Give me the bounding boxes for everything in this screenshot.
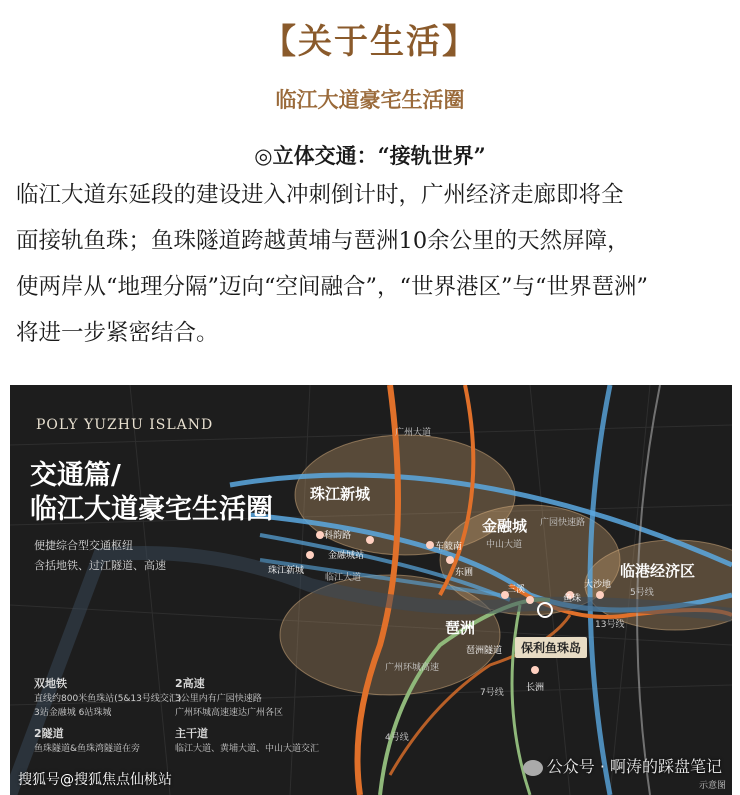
station-label: 科韵路 — [324, 531, 352, 541]
station-label: 长洲 — [526, 683, 545, 693]
station-label: 珠江新城 — [268, 566, 305, 576]
project-badge: 保利鱼珠岛 — [515, 637, 587, 658]
map-brand: POLY YUZHU ISLAND — [36, 417, 214, 433]
map-note: 示意图 — [698, 781, 726, 791]
transport-map — [10, 385, 732, 795]
road-label: 广园快速路 — [540, 518, 586, 528]
zone-label: 珠江新城 — [310, 485, 371, 503]
legend-highway-text: 3公里内有广园快速路 — [175, 694, 262, 704]
watermark-left: 搜狐号@搜狐焦点仙桃站 — [18, 772, 172, 788]
station-label: 金融城站 — [328, 551, 365, 561]
map-tagline: 含括地铁、过江隧道、高速 — [34, 559, 166, 572]
legend-trunk-text: 临江大道、黄埔大道、中山大道交汇 — [175, 744, 320, 754]
map-graphics — [10, 385, 732, 795]
zone-label: 临港经济区 — [620, 562, 696, 580]
map-tagline: 便捷综合型交通枢纽 — [34, 539, 133, 552]
station-label: 琶洲隧道 — [466, 646, 503, 656]
legend-trunk-title: 主干道 — [175, 727, 208, 740]
legend-metro-text: 直线约800米鱼珠站(5&13号线交汇) — [34, 694, 182, 704]
page-title: 【关于生活】 — [262, 22, 478, 62]
body-line: 使两岸从“地理分隔”迈向“空间融合”，“世界港区”与“世界琶洲” — [16, 274, 649, 300]
station-label: 三溪 — [507, 585, 526, 595]
road-label: 广州环城高速 — [385, 663, 440, 673]
legend-highway-title: 2高速 — [175, 677, 205, 690]
road-label: 5号线 — [630, 588, 654, 598]
legend-tunnel-text: 鱼珠隧道&鱼珠湾隧道在旁 — [34, 744, 141, 754]
road-label: 7号线 — [480, 688, 504, 698]
map-heading-sub: 临江大道豪宅生活圈 — [30, 494, 273, 525]
legend-tunnel-title: 2隧道 — [34, 727, 64, 740]
road-label: 4号线 — [385, 733, 409, 743]
body-paragraph — [16, 172, 728, 356]
section-title: ◎立体交通：“接轨世界” — [254, 143, 486, 168]
body-line: 将进一步紧密结合。 — [16, 320, 219, 346]
body-line: 临江大道东延段的建设进入冲刺倒计时，广州经济走廊即将全 — [16, 182, 624, 208]
road-label: 广州大道 — [395, 428, 432, 438]
watermark-right — [523, 754, 722, 777]
road-label: 13号线 — [595, 620, 625, 630]
station-label: 大沙地 — [584, 580, 612, 590]
page-subtitle: 临江大道豪宅生活圈 — [275, 87, 465, 112]
zone-label: 金融城 — [482, 517, 528, 535]
station-label: 车陂南 — [435, 542, 463, 552]
station-label: 东圃 — [455, 568, 474, 578]
watermark-right-text: 公众号 · 啊涛的踩盘笔记 — [546, 757, 722, 776]
map-heading: 交通篇/ — [30, 460, 121, 491]
legend-metro-text: 3站金融城 6站珠城 — [34, 708, 112, 718]
zone-label: 琶洲 — [445, 619, 476, 637]
station-label: 鱼珠 — [563, 594, 582, 604]
legend-metro-title: 双地铁 — [34, 677, 67, 690]
road-label: 中山大道 — [486, 540, 523, 550]
body-line: 面接轨鱼珠；鱼珠隧道跨越黄埔与琶洲10余公里的天然屏障， — [16, 228, 630, 254]
legend-highway-text: 广州环城高速速达广州各区 — [175, 708, 284, 718]
wechat-icon — [523, 760, 543, 776]
road-label: 临江大道 — [325, 573, 362, 583]
